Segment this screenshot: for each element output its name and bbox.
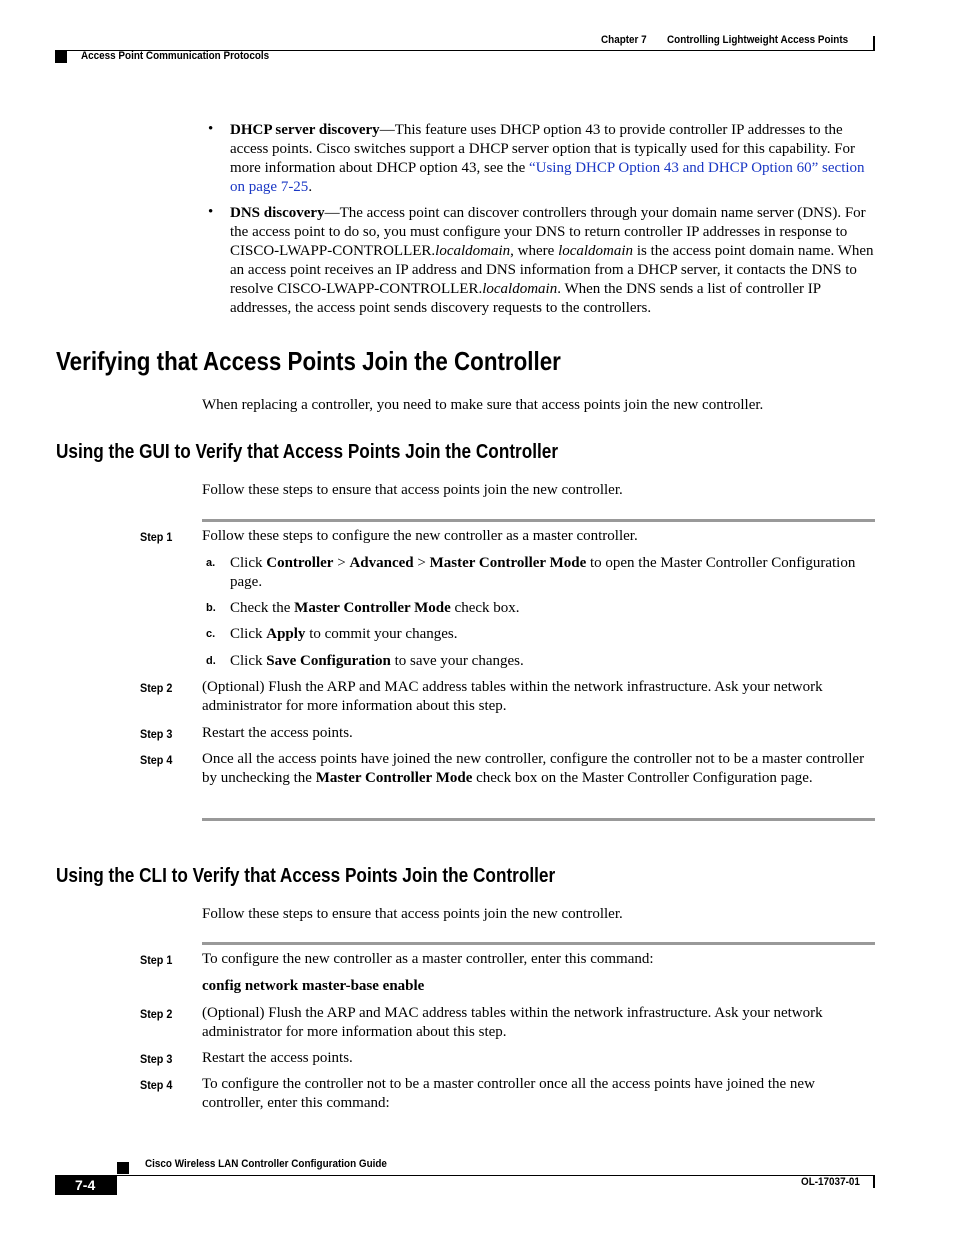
gui-intro: Follow these steps to ensure that access points join the new controller. bbox=[202, 482, 623, 498]
substep-text: Click Controller > Advanced > Master Controller Mode to open the Master Controller Configuration page. bbox=[230, 555, 856, 590]
step-label: Step 3 bbox=[140, 1052, 173, 1066]
step-label: Step 1 bbox=[140, 953, 173, 967]
section-intro: When replacing a controller, you need to make sure that access points join the new controller. bbox=[202, 397, 764, 413]
step-label: Step 2 bbox=[140, 1007, 173, 1021]
bullet-dot: • bbox=[208, 204, 214, 220]
substep-text: Click Save Configuration to save your changes. bbox=[230, 653, 524, 669]
step-label: Step 3 bbox=[140, 727, 173, 741]
bullet-term: DHCP server discovery bbox=[230, 122, 380, 138]
footer-guide-title: Cisco Wireless LAN Controller Configuration Guide bbox=[145, 1158, 387, 1170]
substep-text: Click Apply to commit your changes. bbox=[230, 626, 458, 642]
bullet-dns: DNS discovery—The access point can discover controllers through your domain name server (DNS). For the access point to do so, you must configure your DNS to return controller IP addresses in response to CISCO-LWAPP-CONTROLLER.localdomain, where localdomain is the access point domain name. When an access point receives an IP address and DNS information from a DHCP server, it contacts the DNS to resolve CISCO-LWAPP-CONTROLLER.localdomain. When the DNS sends a list of controller IP addresses, the access point sends discovery requests to the controllers. bbox=[230, 205, 874, 316]
section-heading: Verifying that Access Points Join the Controller bbox=[56, 346, 561, 376]
step-label: Step 1 bbox=[140, 530, 173, 544]
command-text: config network master-base enable bbox=[202, 978, 425, 994]
step-text: Restart the access points. bbox=[202, 1050, 353, 1066]
footer-marker bbox=[117, 1162, 129, 1174]
cli-intro: Follow these steps to ensure that access points join the new controller. bbox=[202, 906, 623, 922]
substep-label: a. bbox=[206, 557, 216, 569]
bullet-dot: • bbox=[208, 121, 214, 137]
substep-label: c. bbox=[206, 628, 216, 640]
steps-top-rule bbox=[202, 519, 875, 522]
header-marker bbox=[55, 51, 67, 63]
footer-doc-number: OL-17037-01 bbox=[801, 1176, 860, 1188]
footer-divider bbox=[873, 1176, 875, 1188]
substep-text: Check the Master Controller Mode check box. bbox=[230, 600, 520, 616]
header-chapter: Chapter 7 bbox=[601, 34, 647, 46]
page-number: 7-4 bbox=[75, 1177, 96, 1193]
header-chapter-title: Controlling Lightweight Access Points bbox=[667, 34, 849, 46]
step-text: (Optional) Flush the ARP and MAC address tables within the network infrastructure. Ask your network administrator for more information about this step. bbox=[202, 1005, 823, 1040]
header-divider bbox=[873, 36, 875, 50]
footer-rule bbox=[117, 1175, 875, 1176]
gui-heading: Using the GUI to Verify that Access Points Join the Controller bbox=[56, 441, 559, 463]
step-text: Restart the access points. bbox=[202, 725, 353, 741]
step-label: Step 4 bbox=[140, 1078, 173, 1092]
steps-top-rule bbox=[202, 942, 875, 945]
bullet-dhcp: DHCP server discovery—This feature uses DHCP option 43 to provide controller IP addresses to the access points. Cisco switches support a DHCP server option that is typically used for this capability. For more information about DHCP option 43, see the “Using DHCP Option 43 and DHCP Option 60” section on page 7-25. bbox=[230, 122, 865, 195]
substep-label: d. bbox=[206, 655, 216, 667]
step-text: Follow these steps to configure the new controller as a master controller. bbox=[202, 528, 638, 544]
step-label: Step 2 bbox=[140, 681, 173, 695]
header-section: Access Point Communication Protocols bbox=[81, 50, 270, 62]
cli-heading: Using the CLI to Verify that Access Points Join the Controller bbox=[56, 865, 556, 887]
step-text: To configure the controller not to be a master controller once all the access points have joined the new controller, enter this command: bbox=[202, 1076, 815, 1111]
steps-bottom-rule bbox=[202, 818, 875, 821]
step-text: Once all the access points have joined the new controller, configure the controller not to be a master controller by unchecking the Master Controller Mode check box on the Master Controller Configuration page. bbox=[202, 751, 865, 786]
substep-label: b. bbox=[206, 602, 216, 614]
cross-reference-link[interactable]: “Using DHCP Option 43 and DHCP Option 60” section on page 7-25 bbox=[230, 160, 865, 195]
step-label: Step 4 bbox=[140, 753, 173, 767]
step-text: (Optional) Flush the ARP and MAC address tables within the network infrastructure. Ask your network administrator for more information about this step. bbox=[202, 679, 823, 714]
step-text: To configure the new controller as a master controller, enter this command: bbox=[202, 951, 654, 967]
bullet-term: DNS discovery bbox=[230, 205, 325, 221]
